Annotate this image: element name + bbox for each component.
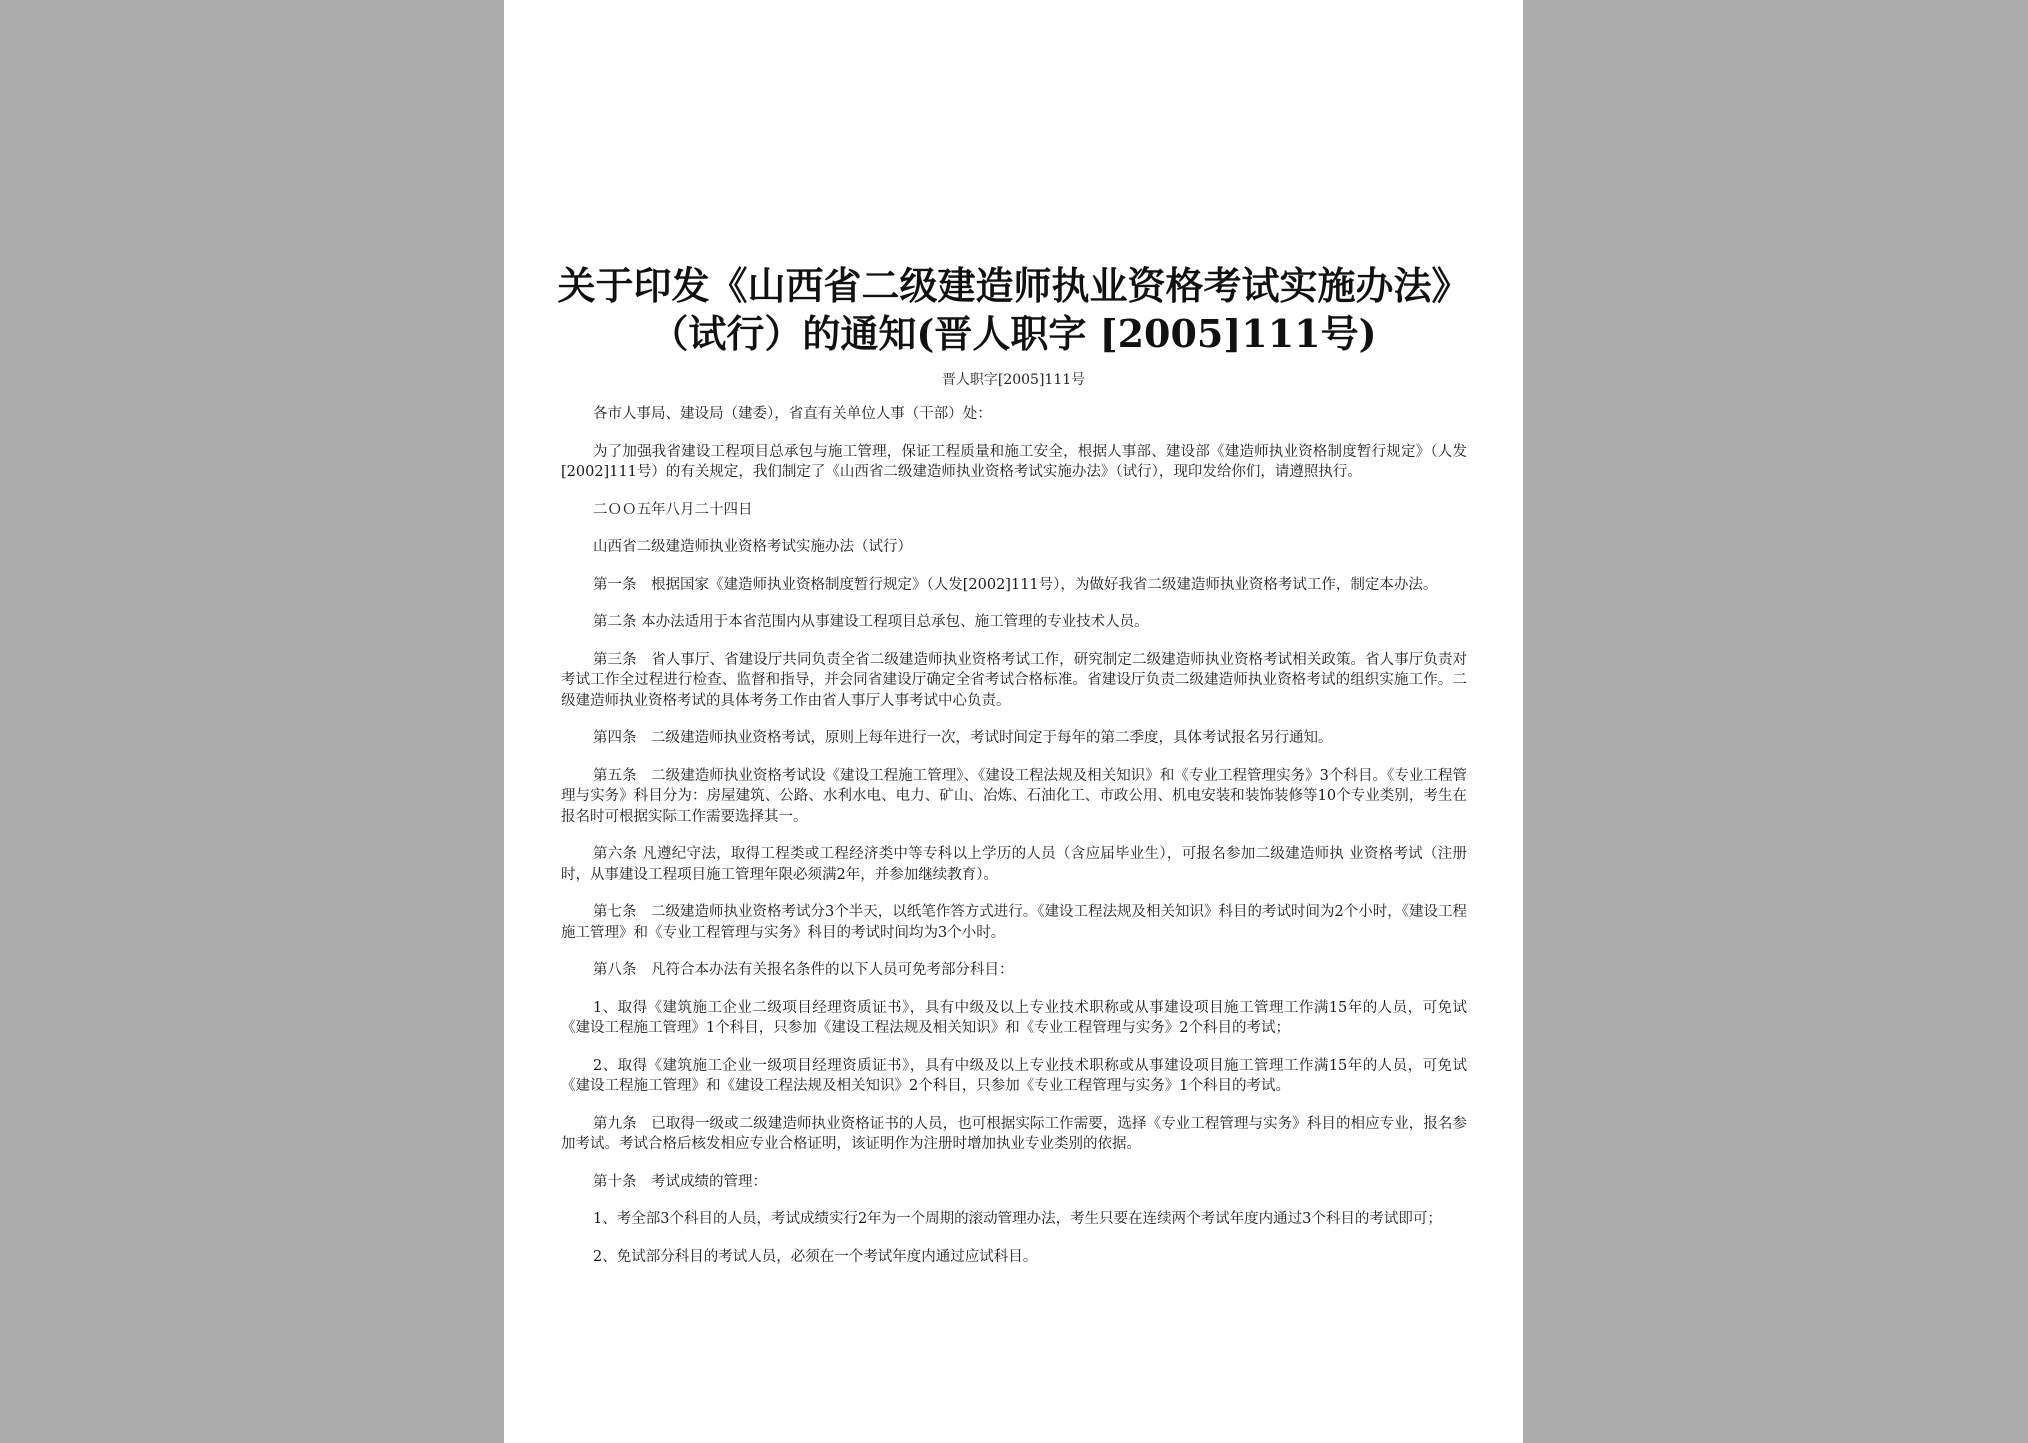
article-10: 第十条 考试成绩的管理： [593,1173,767,1190]
document-number: 晋人职字[2005]111号 [941,372,1086,388]
salutation: 各市人事局、建设局（建委），省直有关单位人事（干部）处： [593,406,992,422]
title-line-2: （试行）的通知(晋人职字 [2005]111号) [650,311,1377,356]
issue-date: 二ＯＯ五年八月二十四日 [593,501,753,518]
article-1: 第一条 根据国家《建造师执业资格制度暂行规定》（人发[2002]111号），为做好我省二级建造师执业资格考试工作，制定本办法。 [593,576,1438,593]
article-10-item-2: 2、免试部分科目的考试人员，必须在一个考试年度内通过应试科目。 [593,1248,1038,1265]
article-8-item-1: 1、取得《建筑施工企业二级项目经理资质证书》，具有中级及以上专业技术职称或从事建设项目施工管理工作满15年的人员，可免试《建设工程施工管理》1个科目，只参加《建设工程法规及相关知识》和《专业工程管理与实务》2个科目的考试； [561,999,1467,1036]
article-6: 第六条 凡遵纪守法，取得工程类或工程经济类中等专科以上学历的人员（含应届毕业生），可报名参加二级建造师执 业资格考试（注册时，从事建设工程项目施工管理年限必须满2年，并参加继续教育）。 [561,846,1467,883]
article-4: 第四条 二级建造师执业资格考试，原则上每年进行一次，考试时间定于每年的第二季度，具体考试报名另行通知。 [593,730,1333,746]
article-5: 第五条 二级建造师执业资格考试设《建设工程施工管理》、《建设工程法规及相关知识》和《专业工程管理实务》3个科目。《专业工程管理与实务》科目分为：房屋建筑、公路、水利水电、电力、矿山、冶炼、石油化工、市政公用、机电安装和装饰装修等10个专业类别，考生在报名时可根据实际工作需要选择其一。 [561,767,1467,825]
article-8: 第八条 凡符合本办法有关报名条件的以下人员可免考部分科目： [593,962,1014,978]
title-line-1: 关于印发《山西省二级建造师执业资格考试实施办法》 [557,263,1470,308]
document-title [544,262,1483,358]
article-2: 第二条 本办法适用于本省范围内从事建设工程项目总承包、施工管理的专业技术人员。 [593,614,1149,630]
document-page [504,0,1523,1443]
article-10-item-1: 1、考全部3个科目的人员，考试成绩实行2年为一个周期的滚动管理办法，考生只要在连续两个考试年度内通过3个科目的考试即可； [593,1211,1442,1227]
article-9: 第九条 已取得一级或二级建造师执业资格证书的人员，也可根据实际工作需要，选择《专业工程管理与实务》科目的相应专业，报名参加考试。考试合格后核发相应专业合格证明，该证明作为注册时增加执业专业类别的依据。 [561,1115,1467,1152]
article-7: 第七条 二级建造师执业资格考试分3个半天，以纸笔作答方式进行。《建设工程法规及相关知识》科目的考试时间为2个小时，《建设工程施工管理》和《专业工程管理与实务》科目的考试时间均为3个小时。 [561,904,1467,941]
article-8-item-2: 2、取得《建筑施工企业一级项目经理资质证书》，具有中级及以上专业技术职称或从事建设项目施工管理工作满15年的人员，可免试《建设工程施工管理》和《建设工程法规及相关知识》2个科目，只参加《专业工程管理与实务》1个科目的考试。 [561,1057,1467,1094]
intro-paragraph: 为了加强我省建设工程项目总承包与施工管理，保证工程质量和施工安全，根据人事部、建设部《建造师执业资格制度暂行规定》（人发[2002]111号）的有关规定，我们制定了《山西省二级建造师执业资格考试实施办法》（试行），现印发给你们，请遵照执行。 [561,443,1467,480]
document-body [561,404,1467,1284]
article-3: 第三条 省人事厅、省建设厅共同负责全省二级建造师执业资格考试工作，研究制定二级建造师执业资格考试相关政策。省人事厅负责对考试工作全过程进行检查、监督和指导，并会同省建设厅确定全省考试合格标准。省建设厅负责二级建造师执业资格考试的组织实施工作。二级建造师执业资格考试的具体考务工作由省人事厅人事考试中心负责。 [561,651,1467,709]
regulation-title: 山西省二级建造师执业资格考试实施办法（试行） [593,539,912,555]
